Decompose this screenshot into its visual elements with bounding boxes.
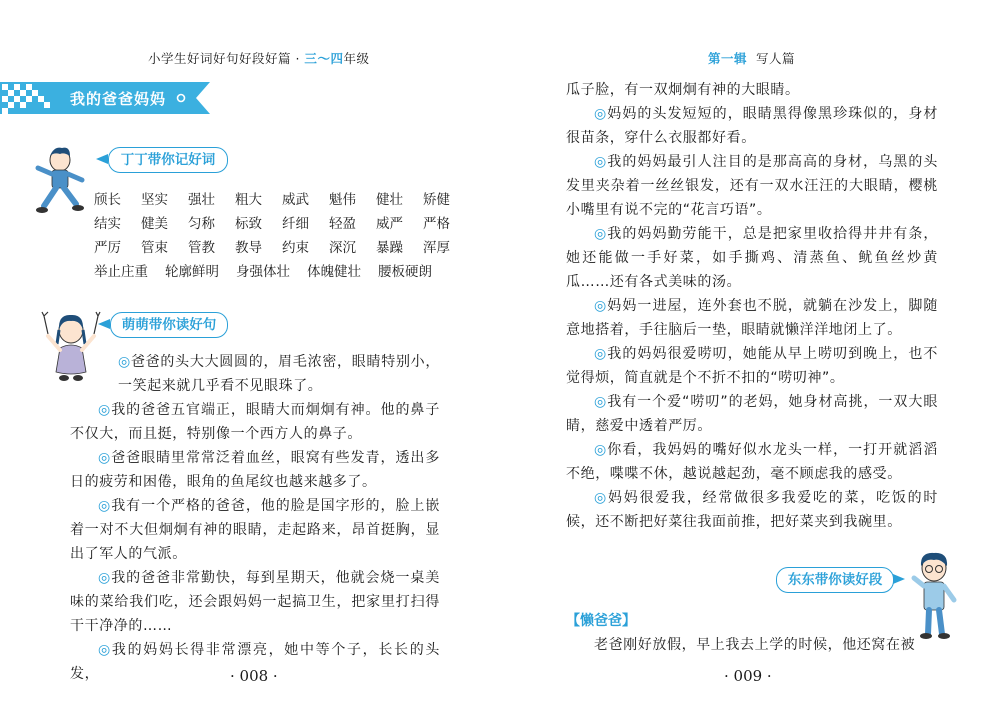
paragraph: ◎我的妈妈长得非常漂亮，她中等个子，长长的头发， — [70, 642, 440, 682]
word: 举止庄重 — [94, 264, 148, 280]
left-paragraphs — [94, 350, 440, 398]
word: 威武 — [282, 192, 309, 208]
grade-suffix: 年级 — [343, 51, 370, 66]
paragraph: ◎我的爸爸非常勤快，每到星期天，他就会烧一桌美味的菜给我们吃，还会跟妈妈一起搞卫生，把家里打扫得干干净净的…… — [70, 570, 440, 634]
paragraph: ◎妈妈的头发短短的，眼睛黑得像黑珍珠似的，身材很苗条，穿什么衣服都好看。 — [566, 106, 938, 146]
running-head-right — [708, 49, 795, 67]
paragraph: ◎我的妈妈很爱唠叨，她能从早上唠叨到晚上，也不觉得烦，简直就是个不折不扣的“唠叨神”。 — [566, 346, 938, 386]
word: 体魄健壮 — [307, 264, 361, 280]
word: 教导 — [235, 240, 262, 256]
grade-b: 四 — [330, 51, 344, 66]
right-page — [500, 0, 1000, 719]
circle-marker-icon: ◎ — [594, 298, 608, 314]
paragraph: ◎爸爸眼睛里常常泛着血丝，眼窝有些发青，透出多日的疲劳和困倦，眼角的鱼尾纹也越来越多了。 — [70, 450, 440, 490]
word: 轮廓鲜明 — [165, 264, 219, 280]
continuation-line: 瓜子脸，有一双炯炯有神的大眼睛。 — [566, 82, 800, 98]
left-paragraphs-cont — [70, 398, 440, 686]
right-paragraphs — [566, 78, 938, 534]
grade-tilde: ～ — [317, 51, 331, 66]
bubble-tail — [98, 319, 110, 329]
word: 结实 — [94, 216, 121, 232]
girl-mengmeng-icon — [40, 310, 102, 384]
word-row — [94, 236, 474, 260]
book-title: 小学生好词好句好段好篇 · — [148, 51, 305, 66]
tail-paragraph-block — [566, 633, 936, 657]
circle-marker-icon: ◎ — [98, 570, 112, 586]
bubble-tail — [96, 154, 108, 164]
paragraph: ◎我的爸爸五官端正，眼睛大而炯炯有神。他的鼻子不仅大，而且挺，特别像一个西方人的鼻子。 — [70, 402, 440, 442]
circle-marker-icon: ◎ — [594, 154, 608, 170]
circle-marker-icon: ◎ — [98, 402, 112, 418]
boy-dingding-icon — [32, 146, 88, 216]
circle-marker-icon: ◎ — [594, 106, 608, 122]
word: 轻盈 — [329, 216, 356, 232]
circle-marker-icon: ◎ — [594, 346, 608, 362]
word: 腰板硬朗 — [378, 264, 432, 280]
word: 浑厚 — [423, 240, 450, 256]
word: 严厉 — [94, 240, 121, 256]
word: 身强体壮 — [236, 264, 290, 280]
boy-dongdong-icon — [904, 548, 966, 640]
word: 魁伟 — [329, 192, 356, 208]
word: 健壮 — [376, 192, 403, 208]
circle-marker-icon: ◎ — [118, 354, 131, 370]
word: 管束 — [141, 240, 168, 256]
grade-a: 三 — [304, 51, 318, 66]
word-grid — [94, 188, 474, 284]
paragraph: ◎妈妈一进屋，连外套也不脱，就躺在沙发上，脚随意地搭着，手往脑后一垫，眼睛就懒洋洋地闭上了。 — [566, 298, 938, 338]
word-row — [94, 212, 474, 236]
circle-marker-icon: ◎ — [98, 450, 112, 466]
sub-heading: 【懒爸爸】 — [566, 613, 636, 629]
circle-marker-icon: ◎ — [594, 442, 608, 458]
page-number-right: · 009 · — [724, 667, 772, 685]
paragraph: ◎我的妈妈最引人注目的是那高高的身材，乌黑的头发里夹杂着一丝丝银发，还有一双水汪汪的大眼睛，樱桃小嘴里有说不完的“花言巧语”。 — [566, 154, 938, 218]
part-label: 第一辑 — [708, 51, 748, 66]
section-title: 我的爸爸妈妈 — [70, 90, 167, 108]
word: 管教 — [188, 240, 215, 256]
word: 威严 — [376, 216, 403, 232]
bubble-sentences: 萌萌带你读好句 — [110, 312, 228, 338]
bubble-words: 丁丁带你记好词 — [108, 147, 228, 173]
circle-marker-icon: ◎ — [594, 394, 608, 410]
bubble-paragraph: 东东带你读好段 — [776, 567, 894, 593]
paragraph: ◎你看，我妈妈的嘴好似水龙头一样，一打开就滔滔不绝，喋喋不休，越说越起劲，毫不顾虑我的感受。 — [566, 442, 938, 482]
word-row — [94, 188, 474, 212]
running-head-left — [148, 49, 369, 67]
circle-marker-icon: ◎ — [594, 226, 608, 242]
word: 标致 — [235, 216, 262, 232]
word: 纤细 — [282, 216, 309, 232]
word: 矫健 — [423, 192, 450, 208]
word: 坚实 — [141, 192, 168, 208]
paragraph: ◎我有一个严格的爸爸，他的脸是国字形的，脸上嵌着一对不大但炯炯有神的眼睛，走起路来，昂首挺胸，显出了军人的气派。 — [70, 498, 440, 562]
part-title: 写人篇 — [755, 51, 795, 66]
page-number-left: · 008 · — [230, 667, 278, 685]
word: 匀称 — [188, 216, 215, 232]
word: 颀长 — [94, 192, 121, 208]
word: 约束 — [282, 240, 309, 256]
circle-marker-icon: ◎ — [594, 490, 608, 506]
circle-marker-icon: ◎ — [98, 642, 112, 658]
word: 暴躁 — [376, 240, 403, 256]
circle-marker-icon: ◎ — [98, 498, 112, 514]
word: 粗大 — [235, 192, 262, 208]
paragraph: ◎爸爸的头大大圆圆的，眉毛浓密，眼睛特别小，一笑起来就几乎看不见眼珠了。 — [118, 354, 440, 394]
paragraph: ◎我有一个爱“唠叨”的老妈，她身材高挑，一双大眼睛，慈爱中透着严厉。 — [566, 394, 938, 434]
paragraph: 老爸刚好放假，早上我去上学的时候，他还窝在被 — [594, 637, 916, 653]
word-row — [94, 260, 474, 284]
paragraph: ◎妈妈很爱我，经常做很多我爱吃的菜，吃饭的时候，还不断把好菜往我面前推，把好菜夹到我碗里。 — [566, 490, 938, 530]
word: 强壮 — [188, 192, 215, 208]
word: 健美 — [141, 216, 168, 232]
word: 深沉 — [329, 240, 356, 256]
paragraph: ◎我的妈妈勤劳能干，总是把家里收拾得井井有条，她还能做一手好菜，如手撕鸡、清蒸鱼、鱿鱼丝炒黄瓜……还有各式美味的汤。 — [566, 226, 938, 290]
word: 严格 — [423, 216, 450, 232]
